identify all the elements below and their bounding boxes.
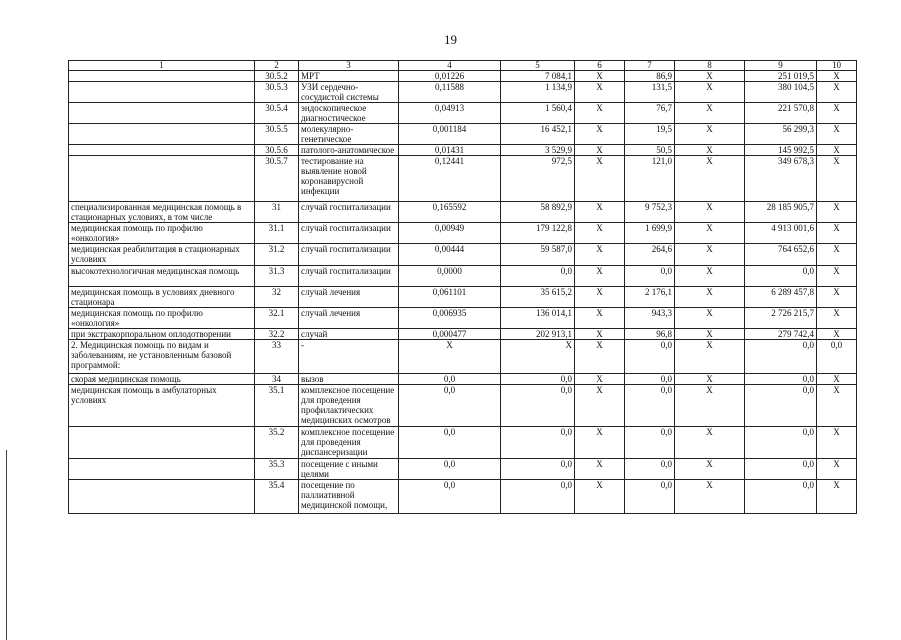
table-cell-c10: X	[817, 71, 857, 82]
table-cell-c1: медицинская помощь в амбулаторных условиях	[69, 385, 255, 427]
table-cell-c6: X	[575, 156, 625, 202]
table-cell-c9: 28 185 905,7	[745, 202, 817, 223]
table-cell-c4: 0,061101	[399, 287, 501, 308]
table-cell-c10: X	[817, 156, 857, 202]
table-cell-c8: X	[675, 103, 745, 124]
table-cell-c1: медицинская помощь в условиях дневного стационара	[69, 287, 255, 308]
table-cell-c3: случай лечения	[299, 308, 399, 329]
table-cell-c6: X	[575, 287, 625, 308]
table-row	[69, 340, 857, 374]
table-cell-c2: 30.5.3	[255, 82, 299, 103]
table-cell-c9: 764 652,6	[745, 244, 817, 266]
table-cell-c1: 2. Медицинская помощь по видам и заболеваниям, не установленным базовой программой:	[69, 340, 255, 374]
table-cell-c7: 50,5	[625, 145, 675, 156]
table-cell-c4: 0,0	[399, 385, 501, 427]
table-cell-c6: X	[575, 103, 625, 124]
table-cell-c7: 76,7	[625, 103, 675, 124]
table-cell-c8: X	[675, 340, 745, 374]
table-cell-c4: 0,0	[399, 459, 501, 480]
table-cell-c5: 0,0	[501, 374, 575, 385]
table-cell-c1: при экстракорпоральном оплодотворении	[69, 329, 255, 340]
table-cell-c9: 380 104,5	[745, 82, 817, 103]
table-row	[69, 223, 857, 244]
page-number: 19	[444, 32, 457, 47]
table-cell-c6: X	[575, 308, 625, 329]
table-cell-c4: 0,001184	[399, 124, 501, 145]
table-cell-c6: X	[575, 124, 625, 145]
table-cell-c8: X	[675, 287, 745, 308]
table-cell-c4: 0,01226	[399, 71, 501, 82]
table-cell-c2: 35.3	[255, 459, 299, 480]
table-cell-c4: 0,006935	[399, 308, 501, 329]
table-cell-c1	[69, 145, 255, 156]
table-row	[69, 287, 857, 308]
table-cell-c5: 1 134,9	[501, 82, 575, 103]
table-cell-c5: X	[501, 340, 575, 374]
table-cell-c4: 0,00949	[399, 223, 501, 244]
table-cell-c5: 0,0	[501, 427, 575, 459]
table-cell-c7: 0,0	[625, 374, 675, 385]
table-cell-c4: 0,000477	[399, 329, 501, 340]
table-cell-c4: 0,0	[399, 374, 501, 385]
table-cell-c10: X	[817, 202, 857, 223]
table-cell-c10: X	[817, 244, 857, 266]
data-table	[68, 60, 857, 514]
table-cell-c5: 35 615,2	[501, 287, 575, 308]
table-cell-c9: 2 726 215,7	[745, 308, 817, 329]
table-cell-c10: X	[817, 145, 857, 156]
table-cell-c9: 0,0	[745, 459, 817, 480]
column-header: 2	[255, 61, 299, 71]
table-cell-c3: МРТ	[299, 71, 399, 82]
table-cell-c2: 30.5.2	[255, 71, 299, 82]
table-cell-c7: 0,0	[625, 385, 675, 427]
table-row	[69, 329, 857, 340]
table-cell-c1	[69, 459, 255, 480]
table-cell-c3: молекулярно-генетическое	[299, 124, 399, 145]
table-cell-c6: X	[575, 71, 625, 82]
table-cell-c6: X	[575, 202, 625, 223]
table-cell-c8: X	[675, 124, 745, 145]
table-cell-c2: 30.5.4	[255, 103, 299, 124]
table-cell-c7: 19,5	[625, 124, 675, 145]
table-cell-c2: 31.3	[255, 266, 299, 287]
table-cell-c2: 30.5.6	[255, 145, 299, 156]
table-cell-c6: X	[575, 427, 625, 459]
table-cell-c9: 0,0	[745, 480, 817, 514]
table-cell-c5: 7 084,1	[501, 71, 575, 82]
table-cell-c5: 59 587,0	[501, 244, 575, 266]
table-cell-c5: 0,0	[501, 459, 575, 480]
table-cell-c5: 0,0	[501, 266, 575, 287]
table-cell-c8: X	[675, 145, 745, 156]
table-cell-c10: X	[817, 82, 857, 103]
table-cell-c2: 35.1	[255, 385, 299, 427]
table-cell-c7: 2 176,1	[625, 287, 675, 308]
table-cell-c8: X	[675, 71, 745, 82]
table-cell-c10: X	[817, 124, 857, 145]
table-row	[69, 82, 857, 103]
table-cell-c3: случай	[299, 329, 399, 340]
table-cell-c9: 56 299,3	[745, 124, 817, 145]
table-row	[69, 71, 857, 82]
table-cell-c1	[69, 480, 255, 514]
table-cell-c8: X	[675, 82, 745, 103]
table-cell-c10: X	[817, 427, 857, 459]
table-cell-c3: тестирование на выявление новой коронавирусной инфекции	[299, 156, 399, 202]
table-cell-c1: медицинская помощь по профилю «онкология»	[69, 223, 255, 244]
table-cell-c5: 179 122,8	[501, 223, 575, 244]
table-cell-c1	[69, 156, 255, 202]
table-row	[69, 427, 857, 459]
table-cell-c1	[69, 103, 255, 124]
table-cell-c9: 0,0	[745, 427, 817, 459]
column-header: 5	[501, 61, 575, 71]
table-cell-c9: 0,0	[745, 340, 817, 374]
table-cell-c9: 0,0	[745, 266, 817, 287]
table-row	[69, 480, 857, 514]
table-cell-c6: X	[575, 374, 625, 385]
table-cell-c4: X	[399, 340, 501, 374]
column-header: 3	[299, 61, 399, 71]
table-cell-c9: 0,0	[745, 385, 817, 427]
table-cell-c8: X	[675, 223, 745, 244]
table-row	[69, 385, 857, 427]
table-row	[69, 103, 857, 124]
table-cell-c6: X	[575, 266, 625, 287]
table-cell-c3: -	[299, 340, 399, 374]
table-cell-c8: X	[675, 266, 745, 287]
column-header: 8	[675, 61, 745, 71]
table-cell-c8: X	[675, 156, 745, 202]
table-cell-c6: X	[575, 340, 625, 374]
table-cell-c10: X	[817, 385, 857, 427]
table-cell-c10: X	[817, 374, 857, 385]
table-cell-c8: X	[675, 244, 745, 266]
table-cell-c8: X	[675, 374, 745, 385]
table-cell-c10: X	[817, 266, 857, 287]
table-cell-c2: 33	[255, 340, 299, 374]
table-cell-c5: 16 452,1	[501, 124, 575, 145]
column-header: 9	[745, 61, 817, 71]
table-cell-c1: скорая медицинская помощь	[69, 374, 255, 385]
table-cell-c6: X	[575, 82, 625, 103]
table-cell-c7: 0,0	[625, 427, 675, 459]
table-cell-c1	[69, 427, 255, 459]
table-cell-c2: 30.5.7	[255, 156, 299, 202]
table-cell-c5: 1 560,4	[501, 103, 575, 124]
table-cell-c6: X	[575, 385, 625, 427]
table-cell-c7: 264,6	[625, 244, 675, 266]
table-cell-c3: УЗИ сердечно-сосудистой системы	[299, 82, 399, 103]
table-cell-c6: X	[575, 244, 625, 266]
column-header: 1	[69, 61, 255, 71]
table-cell-c8: X	[675, 308, 745, 329]
table-cell-c10: X	[817, 223, 857, 244]
table-cell-c4: 0,12441	[399, 156, 501, 202]
table-cell-c1	[69, 71, 255, 82]
scan-edge-line	[6, 450, 7, 640]
table-cell-c9: 251 019,5	[745, 71, 817, 82]
table-cell-c10: X	[817, 480, 857, 514]
table-cell-c2: 32	[255, 287, 299, 308]
table-cell-c7: 943,3	[625, 308, 675, 329]
table-cell-c3: посещение по паллиативной медицинской помощи,	[299, 480, 399, 514]
table-cell-c1: медицинская реабилитация в стационарных условиях	[69, 244, 255, 266]
table-cell-c3: комплексное посещение для проведения диспансеризации	[299, 427, 399, 459]
table-cell-c7: 0,0	[625, 340, 675, 374]
table-cell-c3: эндоскопическое диагностическое	[299, 103, 399, 124]
table-cell-c9: 6 289 457,8	[745, 287, 817, 308]
table-cell-c3: случай госпитализации	[299, 223, 399, 244]
table-cell-c4: 0,0	[399, 427, 501, 459]
table-cell-c3: случай госпитализации	[299, 244, 399, 266]
table-row	[69, 124, 857, 145]
table-cell-c10: X	[817, 287, 857, 308]
table-cell-c4: 0,0000	[399, 266, 501, 287]
table-cell-c9: 145 992,5	[745, 145, 817, 156]
table-cell-c10: X	[817, 103, 857, 124]
table-cell-c6: X	[575, 480, 625, 514]
table-cell-c7: 0,0	[625, 266, 675, 287]
table-cell-c2: 31.2	[255, 244, 299, 266]
table-cell-c2: 31	[255, 202, 299, 223]
table-cell-c2: 32.1	[255, 308, 299, 329]
table-cell-c9: 221 570,8	[745, 103, 817, 124]
table-cell-c6: X	[575, 459, 625, 480]
table-cell-c1	[69, 82, 255, 103]
table-row	[69, 308, 857, 329]
table-cell-c3: случай госпитализации	[299, 202, 399, 223]
table-cell-c4: 0,04913	[399, 103, 501, 124]
table-cell-c5: 3 529,9	[501, 145, 575, 156]
table-cell-c1: высокотехнологичная медицинская помощь	[69, 266, 255, 287]
table-cell-c7: 131,5	[625, 82, 675, 103]
table-cell-c10: X	[817, 329, 857, 340]
table-cell-c5: 202 913,1	[501, 329, 575, 340]
table-cell-c4: 0,11588	[399, 82, 501, 103]
table-cell-c1: медицинская помощь по профилю «онкология»	[69, 308, 255, 329]
table-cell-c8: X	[675, 480, 745, 514]
column-header: 6	[575, 61, 625, 71]
table-cell-c4: 0,0	[399, 480, 501, 514]
table-cell-c3: случай лечения	[299, 287, 399, 308]
table-cell-c7: 9 752,3	[625, 202, 675, 223]
table-row	[69, 266, 857, 287]
table-cell-c10: X	[817, 308, 857, 329]
table-cell-c10: 0,0	[817, 340, 857, 374]
table-cell-c2: 32.2	[255, 329, 299, 340]
table-cell-c7: 0,0	[625, 459, 675, 480]
table-cell-c5: 0,0	[501, 385, 575, 427]
table-row	[69, 244, 857, 266]
table-cell-c6: X	[575, 145, 625, 156]
table-cell-c5: 58 892,9	[501, 202, 575, 223]
table-row	[69, 145, 857, 156]
table-cell-c8: X	[675, 385, 745, 427]
table-cell-c6: X	[575, 223, 625, 244]
table-cell-c2: 34	[255, 374, 299, 385]
table-cell-c7: 121,0	[625, 156, 675, 202]
table-row	[69, 156, 857, 202]
table-cell-c2: 30.5.5	[255, 124, 299, 145]
table-row	[69, 202, 857, 223]
table-cell-c1	[69, 124, 255, 145]
table-cell-c4: 0,01431	[399, 145, 501, 156]
column-header: 10	[817, 61, 857, 71]
table-cell-c7: 86,9	[625, 71, 675, 82]
table-cell-c4: 0,165592	[399, 202, 501, 223]
table-cell-c2: 31.1	[255, 223, 299, 244]
table-cell-c8: X	[675, 202, 745, 223]
header-row	[69, 61, 857, 71]
table-row	[69, 374, 857, 385]
table-cell-c2: 35.2	[255, 427, 299, 459]
table-cell-c1: специализированная медицинская помощь в стационарных условиях, в том числе	[69, 202, 255, 223]
table-row	[69, 459, 857, 480]
table-cell-c8: X	[675, 427, 745, 459]
table-cell-c3: патолого-анатомическое	[299, 145, 399, 156]
table-cell-c8: X	[675, 329, 745, 340]
table-cell-c10: X	[817, 459, 857, 480]
table-cell-c2: 35.4	[255, 480, 299, 514]
table-cell-c6: X	[575, 329, 625, 340]
table-cell-c3: вызов	[299, 374, 399, 385]
column-header: 4	[399, 61, 501, 71]
table-cell-c9: 4 913 001,6	[745, 223, 817, 244]
table-cell-c3: комплексное посещение для проведения профилактических медицинских осмотров	[299, 385, 399, 427]
table-cell-c3: посещение с иными целями	[299, 459, 399, 480]
table-cell-c7: 0,0	[625, 480, 675, 514]
table-cell-c9: 349 678,3	[745, 156, 817, 202]
table-cell-c4: 0,00444	[399, 244, 501, 266]
table-cell-c5: 0,0	[501, 480, 575, 514]
table-cell-c3: случай госпитализации	[299, 266, 399, 287]
table-cell-c9: 279 742,4	[745, 329, 817, 340]
table-cell-c7: 1 699,9	[625, 223, 675, 244]
table-cell-c9: 0,0	[745, 374, 817, 385]
table-cell-c7: 96,8	[625, 329, 675, 340]
column-header: 7	[625, 61, 675, 71]
table-cell-c5: 972,5	[501, 156, 575, 202]
table-cell-c5: 136 014,1	[501, 308, 575, 329]
table-cell-c8: X	[675, 459, 745, 480]
